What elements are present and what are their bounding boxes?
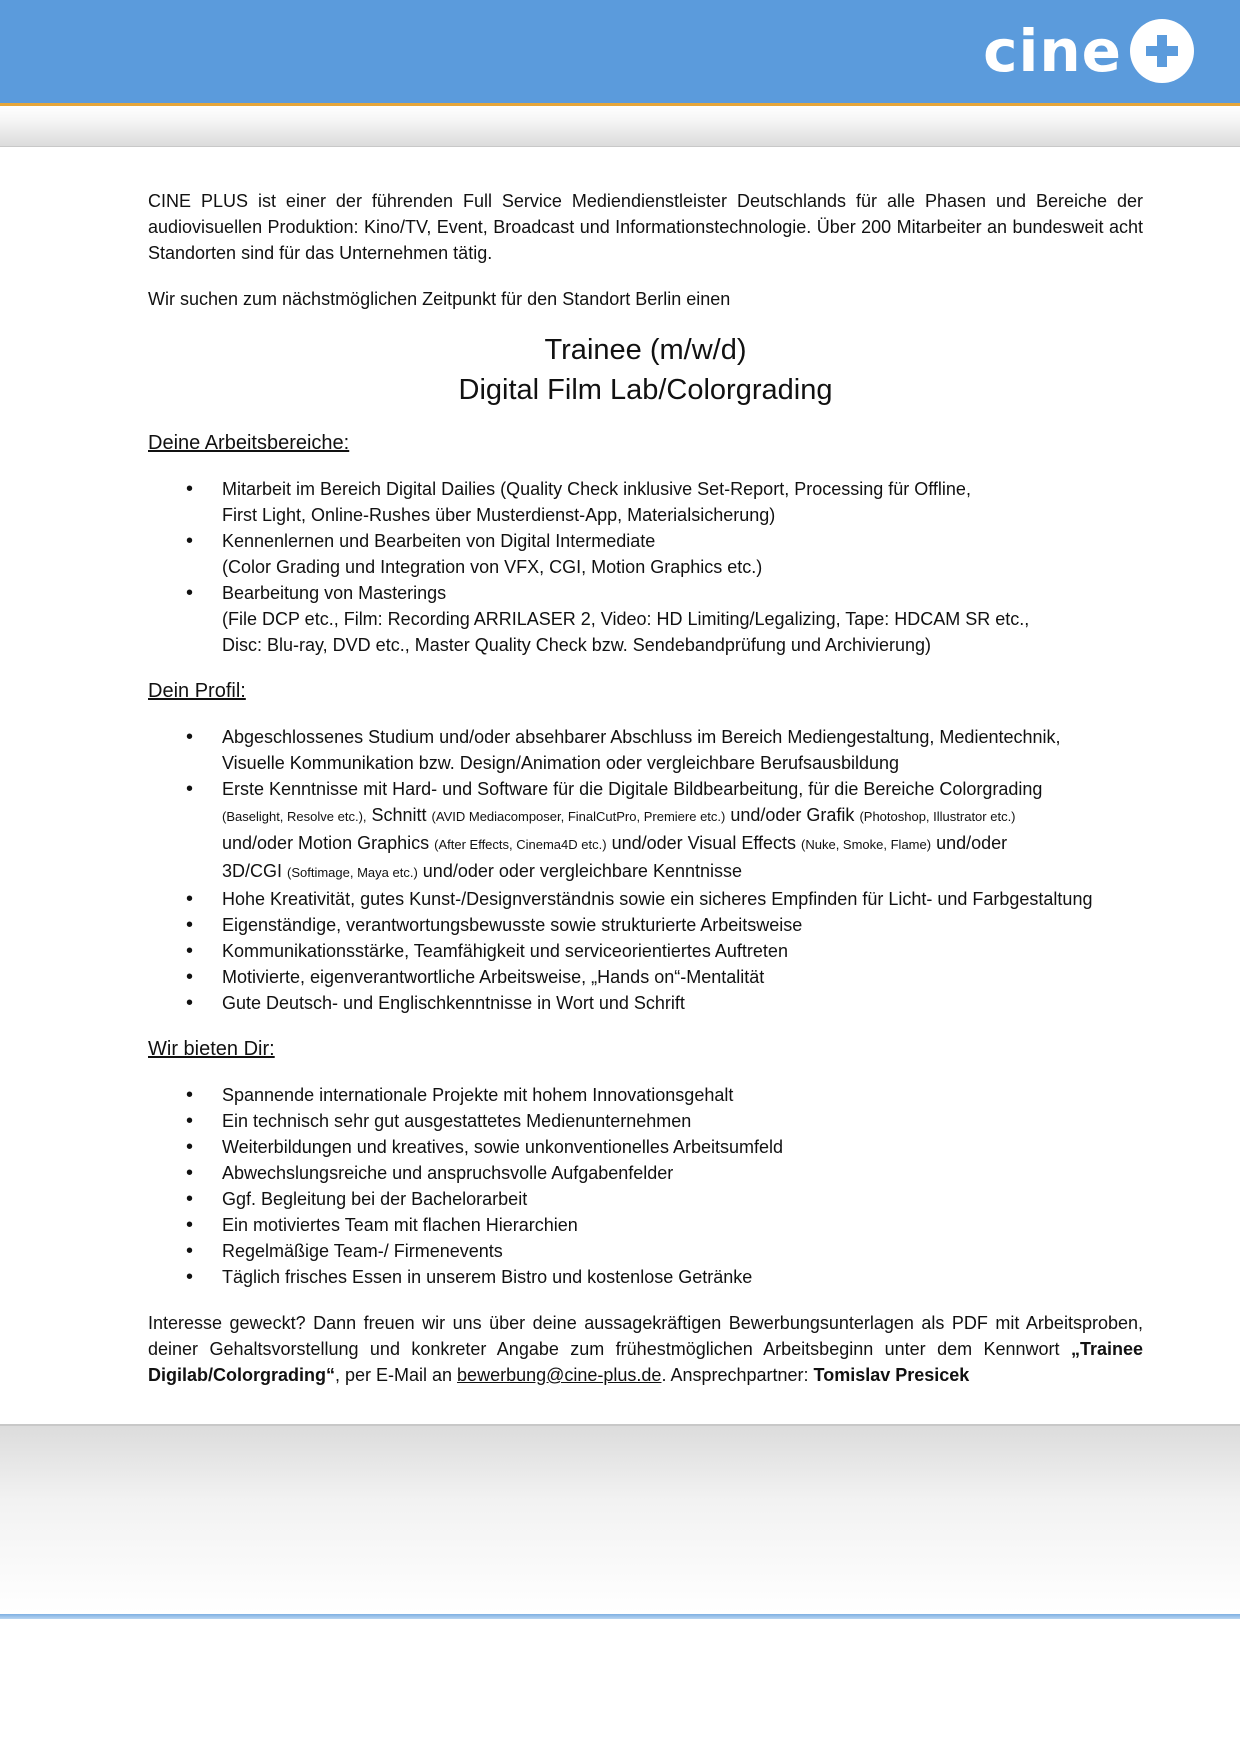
contact-person: Tomislav Presicek (813, 1365, 970, 1385)
tasks-list (148, 476, 1143, 658)
header-divider (0, 146, 1240, 147)
list-item: • Ggf. Begleitung bei der Bachelorarbeit (148, 1186, 1143, 1212)
list-item: • Ein technisch sehr gut ausgestattetes Medienunternehmen (148, 1108, 1143, 1134)
list-item: • Spannende internationale Projekte mit hohem Innovationsgehalt (148, 1082, 1143, 1108)
list-item: • Bearbeitung von Masterings (File DCP etc., Film: Recording ARRILASER 2, Video: HD Limiting/Legalizing, Tape: HDCAM SR etc., Disc: Blu-ray, DVD etc., Master Quality Check bzw. Sendebandprüfung und Archivierung) (148, 580, 1143, 658)
list-item: • Abwechslungsreiche und anspruchsvolle Aufgabenfelder (148, 1160, 1143, 1186)
lead-sentence: Wir suchen zum nächstmöglichen Zeitpunkt für den Standort Berlin einen (148, 289, 731, 309)
job-title-line1: Trainee (m/w/d) (544, 334, 747, 366)
list-item: • Mitarbeit im Bereich Digital Dailies (Quality Check inklusive Set-Report, Processing für Offline, First Light, Online-Rushes über Musterdienst-App, Materialsicherung) (148, 476, 1143, 528)
list-item: • Gute Deutsch- und Englischkenntnisse in Wort und Schrift (148, 990, 1143, 1016)
list-item: • Ein motiviertes Team mit flachen Hierarchien (148, 1212, 1143, 1238)
intro-paragraph: CINE PLUS ist einer der führenden Full Service Mediendienstleister Deutschlands für alle Phasen und Bereiche der audiovisuellen Produktion: Kino/TV, Event, Broadcast und Informationstechnologie. Über 200 Mitarbeiter an bundesweit acht Standorten sind für das Unternehmen tätig. (148, 191, 1143, 263)
list-item: • Motivierte, eigenverantwortliche Arbeitsweise, „Hands on“-Mentalität (148, 964, 1143, 990)
list-item: • Kommunikationsstärke, Teamfähigkeit und serviceorientiertes Auftreten (148, 938, 1143, 964)
job-title (148, 330, 1143, 410)
list-item: • Täglich frisches Essen in unserem Bistro und kostenlose Getränke (148, 1264, 1143, 1290)
email-link[interactable]: bewerbung@cine-plus.de (457, 1365, 662, 1385)
header-bar (0, 0, 1240, 103)
footer-gradient (0, 1426, 1240, 1613)
section-heading-tasks: Deine Arbeitsbereiche: (148, 432, 350, 454)
plus-circle-icon (1130, 19, 1194, 83)
list-item: • Eigenständige, verantwortungsbewusste sowie strukturierte Arbeitsweise (148, 912, 1143, 938)
header-gradient (0, 106, 1240, 146)
logo-text: cine (983, 17, 1122, 85)
job-title-line2: Digital Film Lab/Colorgrading (458, 374, 833, 406)
list-item: • Abgeschlossenes Studium und/oder absehbarer Abschluss im Bereich Mediengestaltung, Medientechnik, Visuelle Kommunikation bzw. Design/Animation oder vergleichbare Berufsausbildung (148, 724, 1143, 776)
list-item: • Weiterbildungen und kreatives, sowie unkonventionelles Arbeitsumfeld (148, 1134, 1143, 1160)
list-item: • Regelmäßige Team-/ Firmenevents (148, 1238, 1143, 1264)
cine-plus-logo (983, 16, 1194, 86)
offer-list (148, 1082, 1143, 1290)
section-heading-profile: Dein Profil: (148, 680, 246, 702)
keyword: „Trainee Digilab/Colorgrading“ (148, 1339, 1143, 1385)
job-posting (148, 188, 1143, 1388)
list-item: • Hohe Kreativität, gutes Kunst-/Designverständnis sowie ein sicheres Empfinden für Licht- und Farbgestaltung (148, 886, 1143, 912)
profile-list (148, 724, 1143, 1016)
application-paragraph: Interesse geweckt? Dann freuen wir uns über deine aussagekräftigen Bewerbungsunterlagen als PDF mit Arbeitsproben, deiner Gehaltsvorstellung und konkreter Angabe zum frühestmöglichen Arbeitsbeginn unter dem Kennwort „Trainee Digilab/Colorgrading“, per E-Mail an bewerbung@cine-plus.de. Ansprechpartner: Tomislav Presicek (148, 1313, 1143, 1385)
footer-accent-line (0, 1614, 1240, 1619)
list-item: • Kennenlernen und Bearbeiten von Digital Intermediate (Color Grading und Integration von VFX, CGI, Motion Graphics etc.) (148, 528, 1143, 580)
section-heading-offer: Wir bieten Dir: (148, 1038, 275, 1060)
list-item: • Erste Kenntnisse mit Hard- und Software für die Digitale Bildbearbeitung, für die Bereiche Colorgrading (Baselight, Resolve etc.), Schnitt (AVID Mediacomposer, FinalCutPro, Premiere etc.) und/oder Grafik (Photoshop, Illustrator etc.) und/oder Motion Graphics (After Effects, Cinema4D etc.) und/oder Visual Effects (Nuke, Smoke, Flame) und/oder 3D/CGI (Softimage, Maya etc.) und/oder oder vergleichbare Kenntnisse (148, 776, 1143, 886)
